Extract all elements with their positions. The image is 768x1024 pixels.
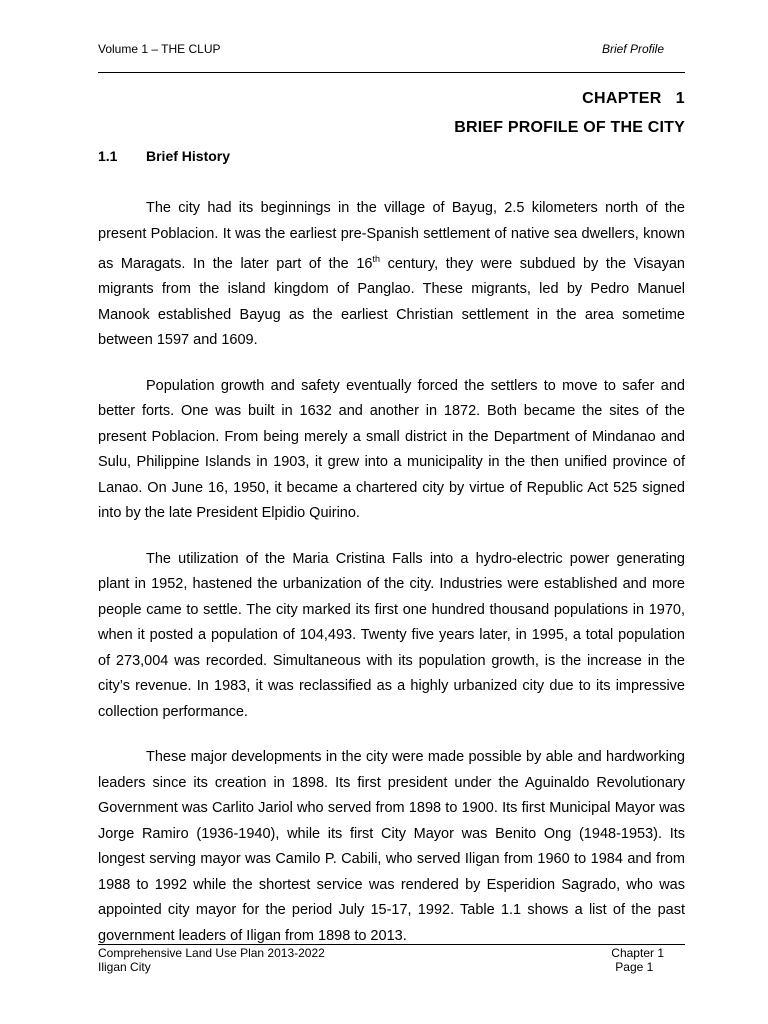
section-heading <box>98 148 230 164</box>
footer-divider <box>98 944 685 945</box>
page-header <box>98 42 664 58</box>
paragraph: Population growth and safety eventually forced the settlers to move to safer and better forts. One was built in 1632 and another in 1872. Both became the sites of the present Poblacion. From being merely a small district in the Department of Mindanao and Sulu, Philippine Islands in 1903, it grew into a municipality in the then unified province of Lanao. On June 16, 1950, it became a chartered city by virtue of Republic Act 525 signed into by the late President Elpidio Quirino. <box>98 377 685 522</box>
footer-chapter-label: Chapter 1 <box>611 946 664 960</box>
chapter-subtitle: BRIEF PROFILE OF THE CITY <box>454 119 685 136</box>
superscript: th <box>372 254 380 264</box>
footer-page-number: Page 1 <box>615 960 654 974</box>
paragraph: These major developments in the city were made possible by able and hardworking leaders since its creation in 1898. Its first president under the Aguinaldo Revolutionary Government was Carlito Jariol who served from 1898 to 1900. Its first Municipal Mayor was Jorge Ramiro (1936-1940), while its first City Mayor was Benito Ong (1948-1953). Its longest serving mayor was Camilo P. Cabili, who served Iligan from 1960 to 1984 and from 1988 to 1992 while the shortest service was rendered by Esperidion Sagrado, who was appointed city mayor for the period July 15-17, 1992. Table 1.1 shows a list of the past government leaders of Iligan from 1898 to 2013. <box>98 749 685 944</box>
footer-left <box>98 946 325 974</box>
footer-city-name: Iligan City <box>98 960 151 974</box>
section-number: 1.1 <box>98 148 118 164</box>
header-divider <box>98 72 685 73</box>
paragraph: The utilization of the Maria Cristina Falls into a hydro-electric power generating plant in 1952, hastened the urbanization of the city. Industries were established and more people came to settle. The city marked its first one hundred thousand populations in 1970, when it posted a population of 104,493. Twenty five years later, in 1995, a total population of 273,004 was recorded. Simultaneous with its population growth, is the increase in the city’s revenue. In 1983, it was reclassified as a highly urbanized city due to its impressive collection performance. <box>98 550 685 720</box>
paragraph-text: century, they were subdued by the Visayan migrants from the island kingdom of Panglao. These migrants, led by Pedro Manuel Manook established Bayug as the earliest Christian settlement in the area sometime between 1597 and 1609. <box>98 255 685 349</box>
section-title: Brief History <box>146 148 231 164</box>
footer-right <box>611 946 664 974</box>
paragraph-text: The city had its beginnings in the village of Bayug, 2.5 kilometers north of the present Poblacion. It was the earliest pre-Spanish settlement of native sea dwellers, known as Maragats. In the later part of the 16 <box>98 200 685 272</box>
body-text <box>98 196 685 949</box>
header-section-title: Brief Profile <box>601 42 664 56</box>
chapter-title: CHAPTER 1 <box>582 90 685 107</box>
header-volume-title: Volume 1 – THE CLUP <box>98 42 221 56</box>
footer-document-title: Comprehensive Land Use Plan 2013-2022 <box>98 946 325 960</box>
paragraph <box>98 196 685 354</box>
